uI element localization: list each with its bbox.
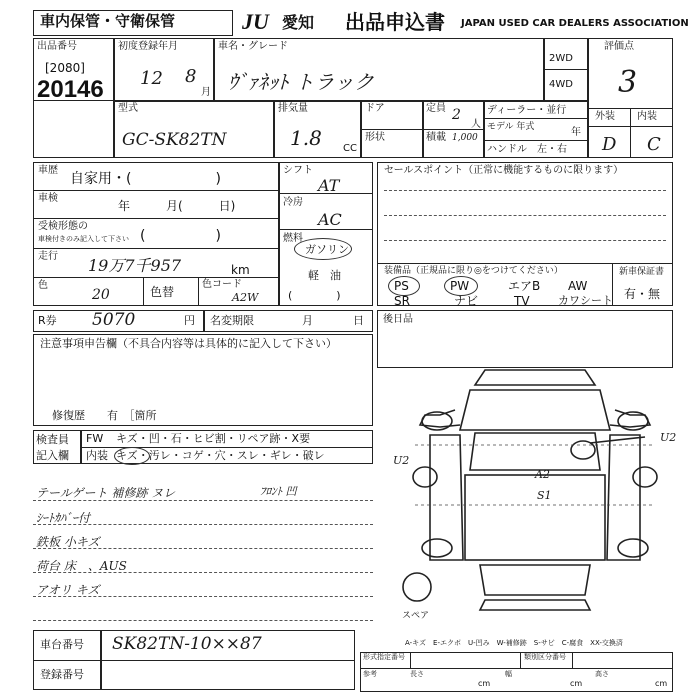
lot-label: 出品番号 (37, 41, 77, 52)
name-change-month: 月 (302, 314, 313, 327)
model-label: 型式 (118, 103, 138, 114)
color-code: A2W (232, 291, 259, 304)
form-label: 形式指定番号 (363, 653, 405, 661)
color-code-label: 色コード (202, 279, 242, 290)
note-line-4: 荷台 床 、AUS (36, 559, 127, 573)
storage-label: 車内保管・守衛保管 (40, 12, 176, 30)
model-year-label: モデル 年式 (487, 122, 535, 132)
equip-tv: TV (514, 294, 530, 308)
first-reg-month: 8 (185, 66, 197, 87)
drive-4wd: 4WD (549, 79, 573, 90)
equip-seat: カワシート (558, 294, 613, 307)
color-value: 20 (92, 287, 110, 303)
inspector-row2: キズ・汚レ・コゲ・穴・スレ・ギレ・破レ (116, 449, 325, 462)
ju-logo: JU (242, 9, 269, 34)
equip-navi: ナビ (454, 294, 479, 308)
color-label: 色 (38, 280, 48, 291)
diagram-rear-bumper (480, 600, 590, 610)
displacement-value: 1.8 (290, 126, 322, 150)
diagram-front-hood (460, 390, 610, 430)
yen-unit: 円 (184, 314, 195, 327)
mark-u2-right: U2 (660, 431, 677, 444)
length-label: 長さ (410, 670, 424, 678)
repair-label: 修復歴 有 ［箇所 (52, 409, 157, 422)
year-unit: 年 (571, 127, 581, 138)
seats-value: 2 (452, 107, 461, 123)
inspector-row1-key: FW (86, 432, 104, 445)
seats-label: 定員 (426, 103, 446, 114)
reg-label: 登録番号 (40, 668, 84, 681)
page-title: 出品申込書 (345, 10, 445, 34)
exterior-label: 外装 (595, 111, 615, 122)
name-change-label: 名変期限 (210, 314, 254, 327)
insurance-note: 車検付きのみ記入して下さい (38, 235, 129, 243)
inspector-scratch-circle (114, 447, 150, 465)
length-unit: cm (478, 679, 491, 688)
fuel-paren: ( ) (288, 289, 341, 302)
aichi-logo: 愛知 (282, 13, 315, 32)
insurance-label: 受検形態の (38, 221, 88, 232)
car-name-label: 車名・グレード (218, 41, 288, 52)
ac-value: AC (318, 210, 342, 229)
lot-number: 20146 (37, 76, 104, 103)
equip-pw-circle (444, 276, 478, 296)
after-items-label: 後日品 (383, 314, 413, 325)
diagram-cabin-roof (470, 433, 600, 470)
warranty-label: 新車保証書 (619, 267, 665, 277)
door-label: ドア (365, 103, 385, 114)
handle-label: ハンドル 左・右 (487, 144, 567, 155)
height-unit: cm (655, 679, 668, 688)
insurance-paren: ( ) (140, 228, 221, 244)
month-unit: 月 (201, 87, 211, 98)
note-line-1: テールゲート 補修跡 ヌレ (36, 486, 176, 500)
lot-code: [2080] (45, 61, 85, 75)
displacement-label: 排気量 (278, 103, 308, 114)
ref-label: 参考 (363, 670, 377, 678)
mark-s1: S1 (537, 489, 552, 502)
diagram-rear-gate (480, 565, 590, 595)
interior-grade: C (647, 134, 661, 155)
model-value: GC-SK82TN (122, 130, 227, 150)
fuel-diesel: 軽 油 (308, 269, 341, 282)
first-reg-year: 12 (140, 68, 163, 89)
shape-label: 形状 (365, 132, 385, 143)
notes-header: 注意事項申告欄（不具合内容等は具体的に記入して下さい） (40, 337, 337, 350)
note-line-2: ｼｰﾄｶﾊﾞｰ付 (36, 511, 91, 525)
spare-label: スペア (402, 611, 430, 621)
equip-pw: PW (450, 279, 470, 293)
mileage-value: 19万7千957 (88, 256, 182, 275)
diagram-spare-tire (403, 573, 431, 601)
diagram-front-bumper (475, 370, 595, 385)
class-label: 類別区分番号 (524, 653, 566, 661)
r-ticket-value: 5070 (92, 310, 136, 330)
fuel-label: 燃料 (283, 233, 303, 244)
equip-airbag: エアB (508, 279, 541, 293)
load-value: 1,000 (452, 133, 478, 143)
equip-aw: AW (568, 279, 588, 293)
inspection-label: 車検 (38, 193, 58, 204)
mark-a2: A2 (535, 468, 550, 481)
width-unit: cm (570, 679, 583, 688)
car-diagram (385, 355, 685, 615)
diagram-cargo-bed (465, 475, 605, 560)
ac-label: 冷房 (283, 197, 303, 208)
equip-ps: PS (394, 279, 409, 293)
load-label: 積載 (426, 132, 446, 143)
km-unit: km (231, 263, 250, 277)
r-ticket-label: R券 (38, 314, 57, 327)
chassis-label: 車台番号 (40, 638, 84, 651)
owner-label: 車歴 (38, 165, 58, 176)
warranty-value: 有・無 (624, 287, 661, 301)
damage-legend: A-キズ E-エクボ U-凹み W-補修跡 S-サビ C-腐食 XX-交換済 (405, 639, 623, 647)
inspector-row1: キズ・凹・石・ヒビ割・リペア跡・X要 (116, 432, 311, 445)
note-line-5: アオリ キズ (36, 583, 100, 597)
association-name: JAPAN USED CAR DEALERS ASSOCIATION (461, 18, 689, 29)
equip-sr: SR (394, 294, 410, 308)
mark-u2-left: U2 (393, 454, 410, 467)
equip-ps-circle (388, 276, 420, 296)
seats-unit: 人 (471, 119, 481, 130)
chassis-value: SK82TN-10××87 (112, 634, 262, 654)
mileage-label: 走行 (38, 251, 58, 262)
spec-box (360, 652, 673, 692)
inspector-label-1: 検査員 (36, 433, 69, 446)
dealer-label: ディーラー・並行 (487, 105, 567, 116)
inspection-value: 年 月( 日) (118, 199, 236, 213)
fuel-gas: ガソリン (305, 243, 349, 256)
score-value: 3 (618, 65, 638, 100)
color-change-label: 色替 (150, 285, 175, 299)
width-label: 幅 (505, 670, 512, 678)
shift-value: AT (318, 176, 340, 195)
cc-unit: CC (343, 143, 357, 154)
exterior-grade: D (602, 134, 617, 155)
note-front: ﾌﾛﾝﾄ 凹 (260, 485, 297, 498)
owner-value: 自家用・( ) (70, 171, 221, 187)
inspector-row2-key: 内装 (86, 449, 108, 462)
name-change-day: 日 (353, 314, 364, 327)
drive-2wd: 2WD (549, 53, 573, 64)
inspector-label-2: 記入欄 (36, 449, 69, 462)
sales-point-label: セールスポイント（正常に機能するものに限ります） (384, 165, 624, 176)
height-label: 高さ (595, 670, 609, 678)
car-name: ｳﾞｧﾈｯﾄ トラック (228, 70, 374, 94)
shift-label: シフト (283, 165, 313, 176)
interior-label: 内装 (637, 111, 657, 122)
score-label: 評価点 (604, 41, 634, 52)
note-line-3: 鉄板 小キズ (36, 535, 100, 549)
first-reg-label: 初度登録年月 (118, 41, 178, 52)
equipment-label: 装備品（正規品に限り◎をつけてください） (384, 266, 563, 276)
